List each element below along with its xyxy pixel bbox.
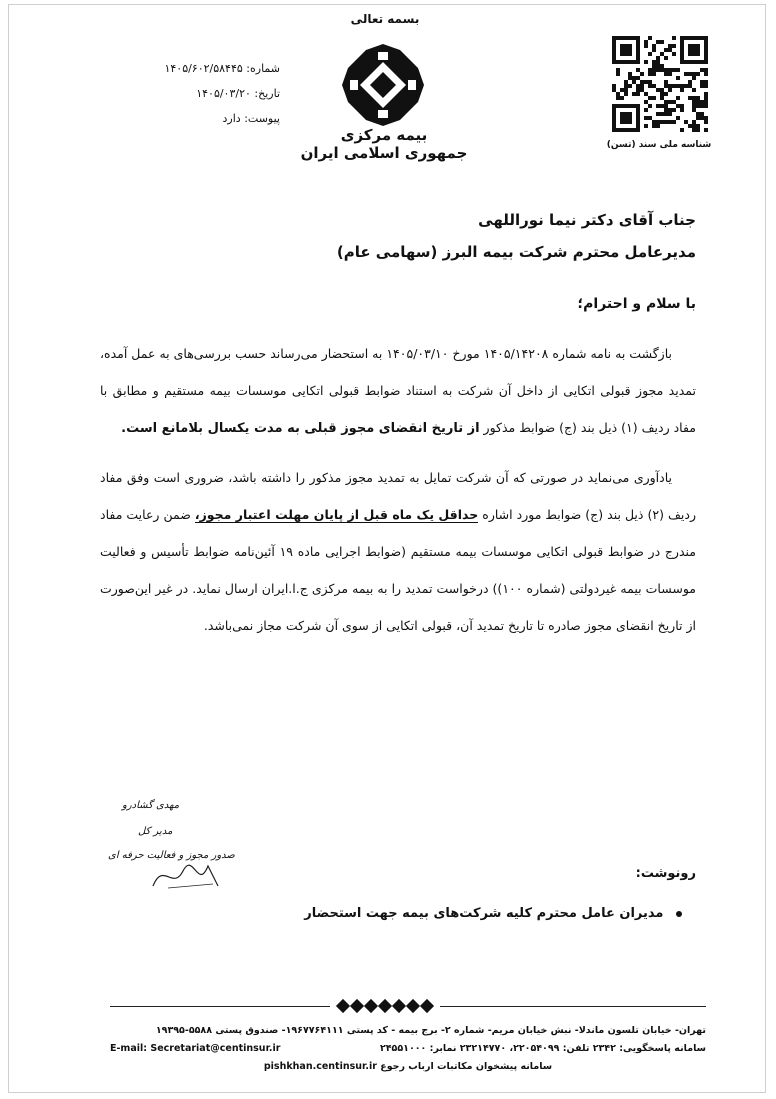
meta-attachment-value: دارد: [222, 112, 241, 125]
org-name-line1: بیمه مرکزی: [340, 126, 428, 144]
cc-item-text: مدیران عامل محترم کلیه شرکت‌های بیمه جهت استحضار: [304, 906, 664, 921]
body-p1-text: بازگشت به نامه شماره ۱۴۰۵/۱۴۲۰۸ مورخ ۱۴۰۵/۰۳/۱۰ به استحضار می‌رساند حسب بررسی‌های به عمل آمده، تمدید مجوز قبولی اتکایی از داخل آن شرکت به استناد ضوابط قبولی اتکایی موسسات بیمه مستقیم و مطابق با مفاد ردیف (۱) ذیل بند (ج) ضوابط مذکور: [100, 346, 696, 435]
letter-meta: [100, 56, 280, 131]
footer-address: تهران- خیابان تلسون ماندلا- نبش خیابان مریم- شماره ۲- برج بیمه - کد پستی ۱۹۶۷۷۶۴۱۱۱- صندوق پستی ۵۵۸۸-۱۹۳۹۵: [155, 1025, 706, 1036]
bullet-icon: [676, 911, 682, 917]
diamond-icon: [378, 999, 392, 1013]
footer-email[interactable]: E-mail: Secretariat@centinsur.ir: [110, 1043, 281, 1054]
qr-code: [612, 36, 708, 132]
org-name: [300, 126, 468, 162]
greeting: با سلام و احترام؛: [577, 296, 696, 312]
signatory-title: مدیر کل: [138, 826, 173, 837]
cc-label: رونوشت:: [635, 866, 696, 881]
letter-body: [100, 335, 696, 656]
body-p2-text-2: ضمن رعایت مفاد مندرج در ضوابط قبولی اتکایی موسسات بیمه مستقیم (ضوابط اجرایی ماده ۱۹ آئین‌نامه ضوابط تأسیس و فعالیت موسسات بیمه غیردولتی (شماره ۱۰۰)) درخواست تمدید را به بیمه مرکزی ج.ا.ایران ارسال نماید. در غیر این‌صورت از تاریخ انقضای مجوز صادره تا تاریخ تمدید آن، قبولی اتکایی از سوی آن شرکت مجاز نمی‌باشد.: [100, 507, 696, 633]
addressee-title: مدیرعامل محترم شرکت بیمه البرز (سهامی عام): [336, 243, 696, 261]
body-paragraph-2: [100, 459, 696, 644]
diamond-icon: [336, 999, 350, 1013]
meta-number: [100, 56, 280, 81]
footer-portal[interactable]: سامانه پیشخوان مکاتبات ارباب رجوع pishkhan.centinsur.ir: [263, 1061, 553, 1072]
basmala: بسمه تعالی: [350, 12, 420, 26]
qr-caption: شناسه ملی سند (تسن): [606, 140, 712, 150]
org-name-line2: جمهوری اسلامی ایران: [300, 144, 468, 162]
diamond-icon: [392, 999, 406, 1013]
body-p2-highlight: حداقل یک ماه قبل از پایان مهلت اعتبار مجوز،: [194, 507, 479, 522]
body-paragraph-1: [100, 335, 696, 447]
addressee: [100, 204, 696, 268]
meta-date: [100, 81, 280, 106]
handwritten-signature-icon: [148, 856, 228, 896]
body-p1-bold: از تاریخ انقضای مجوز قبلی به مدت یکسال بلامانع است.: [121, 421, 480, 436]
footer-contact-row: [110, 1040, 706, 1058]
body-p2-text-1: یادآوری می‌نماید در صورتی که آن شرکت تمایل به تمدید مجوز مذکور را داشته باشد، ضروری است وفق مفاد ردیف (۲) ذیل بند (ج) ضوابط مورد اشاره: [100, 470, 696, 522]
meta-attachment-label: پیوست:: [244, 112, 280, 125]
addressee-name: جناب آقای دکتر نیما نوراللهی: [478, 211, 696, 229]
diamond-icon: [364, 999, 378, 1013]
footer-contact: سامانه پاسخگویی: ۲۳۴۲ تلفن: ۲۲۰۵۴۰۹۹، ۲۳۲۱۴۷۷۰ نمابر: ۲۴۵۵۱۰۰۰: [379, 1043, 706, 1054]
signatory-dept: صدور مجوز و فعالیت حرفه ای: [108, 850, 235, 861]
footer-ornament: [330, 998, 440, 1014]
meta-number-value: ۱۴۰۵/۶۰۲/۵۸۴۴۵: [164, 62, 243, 75]
signatory-name: مهدی گشادرو: [122, 800, 180, 811]
meta-date-label: تاریخ:: [254, 87, 280, 100]
meta-attachment: [100, 106, 280, 131]
diamond-icon: [420, 999, 434, 1013]
signature-block: [108, 800, 238, 900]
footer: [110, 1022, 706, 1076]
meta-number-label: شماره:: [246, 62, 280, 75]
meta-date-value: ۱۴۰۵/۰۳/۲۰: [196, 87, 251, 100]
diamond-icon: [350, 999, 364, 1013]
diamond-icon: [406, 999, 420, 1013]
central-insurance-logo-icon: [340, 42, 426, 128]
cc-item: [270, 906, 682, 921]
